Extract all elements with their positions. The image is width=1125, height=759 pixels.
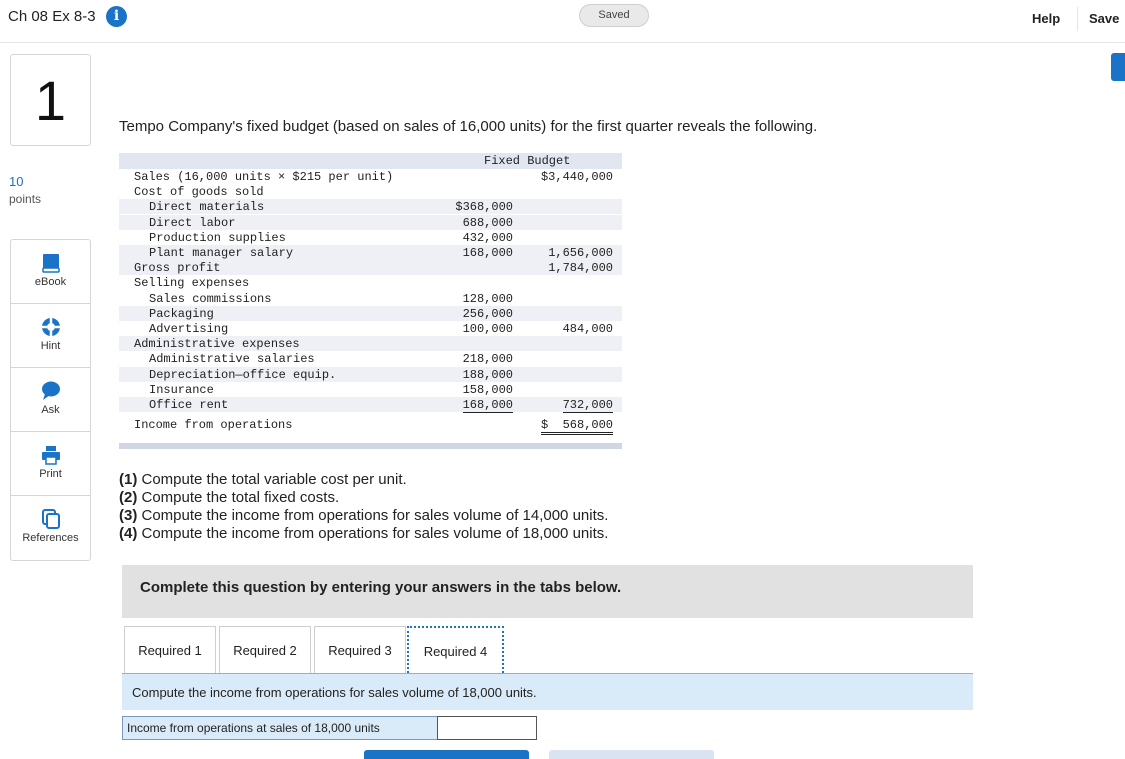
budget-row-amount-detail: 256,000 (462, 306, 513, 321)
budget-row-amount-detail: 688,000 (462, 215, 513, 230)
budget-row-amount-detail: 128,000 (462, 291, 513, 306)
ebook-button[interactable] (11, 240, 90, 304)
budget-row-label: Administrative expenses (134, 337, 300, 352)
hint-button[interactable] (11, 304, 90, 368)
budget-row-amount-detail: 218,000 (462, 352, 513, 367)
budget-row-label: Administrative salaries (149, 352, 315, 367)
points-value: 10 (9, 174, 24, 189)
budget-row-label: Plant manager salary (149, 246, 294, 260)
help-button[interactable]: Help (1032, 11, 1061, 26)
saved-status-badge: Saved (579, 4, 649, 27)
print-label: Print (39, 468, 62, 480)
budget-row-amount-total: 484,000 (562, 322, 613, 336)
hint-label: Hint (40, 340, 61, 352)
save-button[interactable]: Save (1089, 11, 1120, 26)
budget-row (119, 184, 622, 199)
print-button[interactable] (11, 432, 90, 496)
info-icon[interactable]: i (106, 6, 127, 27)
question-item: (1) Compute the total variable cost per unit. (119, 471, 407, 488)
budget-row-amount-total: 732,000 (562, 398, 613, 412)
budget-row (119, 321, 622, 336)
tab-required-1[interactable]: Required 1 (124, 626, 216, 673)
budget-row (119, 245, 622, 260)
budget-row-label: Office rent (149, 398, 229, 412)
speech-bubble-icon (40, 380, 62, 402)
budget-row (119, 382, 622, 397)
budget-row-label: Packaging (149, 306, 214, 321)
budget-row-label: Production supplies (149, 230, 286, 245)
budget-row (119, 169, 622, 184)
active-tab-prompt: Compute the income from operations for sales volume of 18,000 units. (132, 685, 537, 700)
instructions-banner (122, 565, 973, 618)
budget-row (119, 351, 622, 366)
prev-required-button[interactable] (364, 750, 529, 759)
budget-row (119, 230, 622, 245)
budget-row (119, 291, 622, 306)
budget-row-label: Direct materials (149, 200, 265, 215)
ebook-label: eBook (34, 276, 67, 288)
budget-row (119, 199, 622, 214)
question-item: (2) Compute the total fixed costs. (119, 489, 340, 506)
documents-icon (40, 508, 62, 530)
budget-row-amount-total: $ 568,000 (541, 418, 613, 435)
budget-row-amount-detail: 158,000 (462, 382, 513, 397)
tab-required-4[interactable]: Required 4 (407, 626, 504, 673)
budget-row (119, 215, 622, 230)
budget-row (119, 417, 622, 432)
lifebuoy-icon (40, 316, 62, 338)
budget-row-label: Insurance (149, 382, 214, 397)
side-panel-toggle[interactable] (1111, 53, 1125, 81)
tab-required-2[interactable]: Required 2 (219, 626, 311, 673)
budget-row (119, 306, 622, 321)
header-divider (1077, 7, 1078, 31)
question-number: 1 (10, 54, 91, 146)
budget-row-label: Direct labor (149, 215, 236, 230)
budget-row-label: Cost of goods sold (134, 185, 264, 200)
budget-row (119, 367, 622, 382)
budget-row-label: Gross profit (134, 261, 221, 276)
budget-row (119, 275, 622, 290)
budget-row-amount-total: 1,656,000 (548, 246, 613, 260)
income-answer-input[interactable] (437, 716, 537, 740)
budget-row (119, 397, 622, 412)
printer-icon (40, 444, 62, 466)
fixed-budget-table (119, 153, 622, 449)
ask-button[interactable] (11, 368, 90, 432)
budget-row (119, 260, 622, 275)
tab-required-3[interactable]: Required 3 (314, 626, 406, 673)
budget-row-label: Depreciation—office equip. (149, 367, 337, 382)
answer-label: Income from operations at sales of 18,000 units (122, 716, 438, 740)
instructions-text: Complete this question by entering your answers in the tabs below. (140, 579, 622, 596)
top-bar (0, 0, 1125, 43)
budget-row-amount-detail: 188,000 (462, 367, 513, 382)
budget-row-label: Selling expenses (134, 276, 250, 291)
budget-row-label: Sales commissions (149, 291, 272, 306)
assignment-title: Ch 08 Ex 8-3 (8, 8, 96, 25)
active-tab-prompt-band (122, 674, 973, 710)
budget-row-label: Income from operations (134, 418, 293, 433)
tools-panel (10, 239, 91, 561)
question-list (119, 471, 608, 543)
budget-row-amount-detail: $368,000 (455, 200, 513, 215)
references-label: References (22, 532, 79, 544)
next-required-button[interactable] (549, 750, 714, 759)
budget-row (119, 336, 622, 351)
budget-row-label: Sales (16,000 units × $215 per unit) (134, 170, 394, 184)
budget-row-amount-detail: 168,000 (462, 246, 513, 260)
budget-row-amount-detail: 100,000 (462, 322, 513, 336)
question-item: (4) Compute the income from operations for sales volume of 18,000 units. (119, 525, 609, 542)
budget-bottom-band (119, 443, 622, 449)
budget-row-amount-total: $3,440,000 (540, 170, 613, 184)
points-label: points (9, 192, 42, 206)
book-icon (40, 252, 62, 274)
references-button[interactable] (11, 496, 90, 560)
budget-column-header: Fixed Budget (484, 154, 571, 168)
budget-row-label: Advertising (149, 322, 229, 336)
budget-row-amount-total: 1,784,000 (548, 261, 613, 276)
question-item: (3) Compute the income from operations for sales volume of 14,000 units. (119, 507, 609, 524)
budget-row-amount-detail: 432,000 (462, 230, 513, 245)
ask-label: Ask (41, 404, 60, 416)
budget-row-amount-detail: 168,000 (462, 398, 513, 412)
problem-intro: Tempo Company's fixed budget (based on sales of 16,000 units) for the first quarter reveals the following. (119, 118, 818, 135)
